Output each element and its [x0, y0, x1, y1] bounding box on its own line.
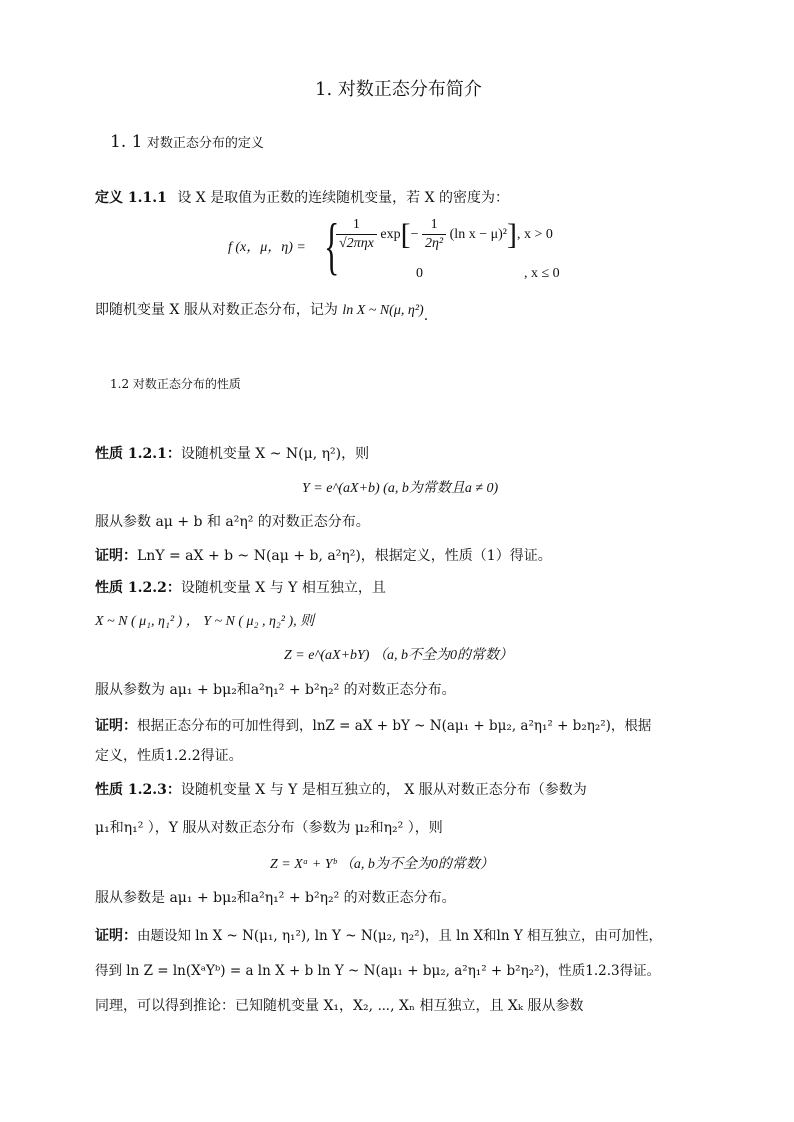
- property-label: 性质 1.2.2：: [95, 580, 181, 596]
- fraction-2-denominator: 2η²: [424, 236, 444, 252]
- property-1-2-2-conclusion: 服从参数为 aμ₁ + bμ₂和a²η₁² + b²η₂² 的对数正态分布。: [95, 682, 456, 698]
- property-1-2-2-distributions: X ~ N ( μ₁, η₁² ) ， Y ~ N ( μ₂ , η₂² ), 则: [95, 614, 315, 629]
- proof-text: 根据正态分布的可加性得到，lnZ = aX + bY ~ N(aμ₁ + bμ₂, a²η₁² + b₂η₂²)，根据: [137, 718, 652, 734]
- left-brace: {: [324, 210, 340, 281]
- property-text: 设随机变量 X ~ N(μ, η²)，则: [180, 446, 370, 462]
- density-formula: [228, 212, 588, 288]
- conclusion-formula: ln X ~ N(μ, η²): [342, 303, 424, 318]
- proof-text: LnY = aX + b ~ N(aμ + b, a²η²)，根据定义，性质（1）得证。: [137, 548, 552, 564]
- fraction-1-numerator: 1: [336, 216, 377, 235]
- proof-label: 证明：: [95, 548, 137, 564]
- property-text: 设随机变量 X 与 Y 相互独立，且: [180, 580, 386, 596]
- left-bracket: [: [400, 217, 411, 251]
- definition-line: [95, 188, 509, 208]
- property-1-2-1-formula: Y = e^(aX+b) (a, b为常数且a ≠ 0): [302, 481, 499, 496]
- property-1-2-2-formula: Z = e^(aX+bY) （a, b不全为0的常数）: [284, 648, 513, 663]
- property-1-2-2: [95, 578, 386, 598]
- minus-sign: −: [410, 227, 419, 242]
- fraction-1: [336, 216, 377, 253]
- conclusion-dot: .: [423, 308, 429, 324]
- property-1-2-1-conclusion: 服从参数 aμ + b 和 a²η² 的对数正态分布。: [95, 514, 370, 530]
- proof-2: [95, 716, 651, 736]
- density-case-positive: [336, 216, 553, 254]
- fraction-2-numerator: 1: [422, 216, 446, 235]
- property-text: 设随机变量 X 与 Y 是相互独立的， X 服从对数正态分布（参数为: [180, 782, 587, 798]
- property-label: 性质 1.2.3：: [95, 782, 181, 798]
- corollary-line: 同理，可以得到推论：已知随机变量 X₁，X₂, ⋯, Xₙ 相互独立，且 Xₖ 服从参数: [95, 998, 584, 1014]
- property-1-2-3-formula: Z = Xᵃ + Yᵇ （a, b为不全为0的常数）: [270, 857, 494, 872]
- proof-1: [95, 546, 552, 566]
- property-label: 性质 1.2.1：: [95, 446, 181, 462]
- property-1-2-1: [95, 444, 369, 464]
- property-1-2-3-conclusion: 服从参数是 aμ₁ + bμ₂和a²η₁² + b²η₂² 的对数正态分布。: [95, 890, 456, 906]
- section-heading-1-1: [110, 132, 264, 154]
- fraction-1-denominator: √2πηx: [339, 236, 374, 252]
- proof-label: 证明：: [95, 718, 137, 734]
- log-term: (ln x − μ)²: [449, 227, 507, 242]
- section-title: 对数正态分布的定义: [146, 136, 264, 151]
- property-1-2-3: [95, 780, 587, 800]
- page-title: 1. 对数正态分布简介: [315, 79, 482, 100]
- property-1-2-3-params: μ₁和η₁² ），Y 服从对数正态分布（参数为 μ₂和η₂² ），则: [95, 820, 443, 836]
- definition-conclusion: [95, 300, 429, 324]
- exp-label: exp: [380, 227, 401, 242]
- right-bracket: ]: [506, 217, 517, 251]
- proof-text: 由题设知 ln X ~ N(μ₁, η₁²), ln Y ~ N(μ₂, η₂²)，且 ln X和ln Y 相互独立，由可加性，: [137, 928, 663, 944]
- proof-3-line-2: 得到 ln Z = ln(XᵃYᵇ) = a ln X + b ln Y ~ N(aμ₁ + bμ₂, a²η₁² + b²η₂²)，性质1.2.3得证。: [95, 963, 661, 979]
- condition-nonpositive: , x ≤ 0: [524, 266, 560, 281]
- conclusion-text: 即随机变量 X 服从对数正态分布，记为: [95, 302, 338, 318]
- definition-label: 定义 1.1.1: [95, 190, 167, 206]
- proof-2-line-2: 定义，性质1.2.2得证。: [95, 748, 243, 764]
- density-zero: 0: [416, 266, 423, 281]
- condition-positive: , x > 0: [516, 227, 553, 242]
- proof-3: [95, 926, 662, 946]
- section-number: 1. 1: [110, 132, 143, 152]
- definition-text: 设 X 是取值为正数的连续随机变量，若 X 的密度为：: [177, 190, 510, 206]
- density-lhs: f (x，μ，η) =: [228, 240, 306, 255]
- section-heading-1-2: 1.2 对数正态分布的性质: [110, 377, 241, 391]
- proof-label: 证明：: [95, 928, 137, 944]
- fraction-2: [422, 216, 446, 253]
